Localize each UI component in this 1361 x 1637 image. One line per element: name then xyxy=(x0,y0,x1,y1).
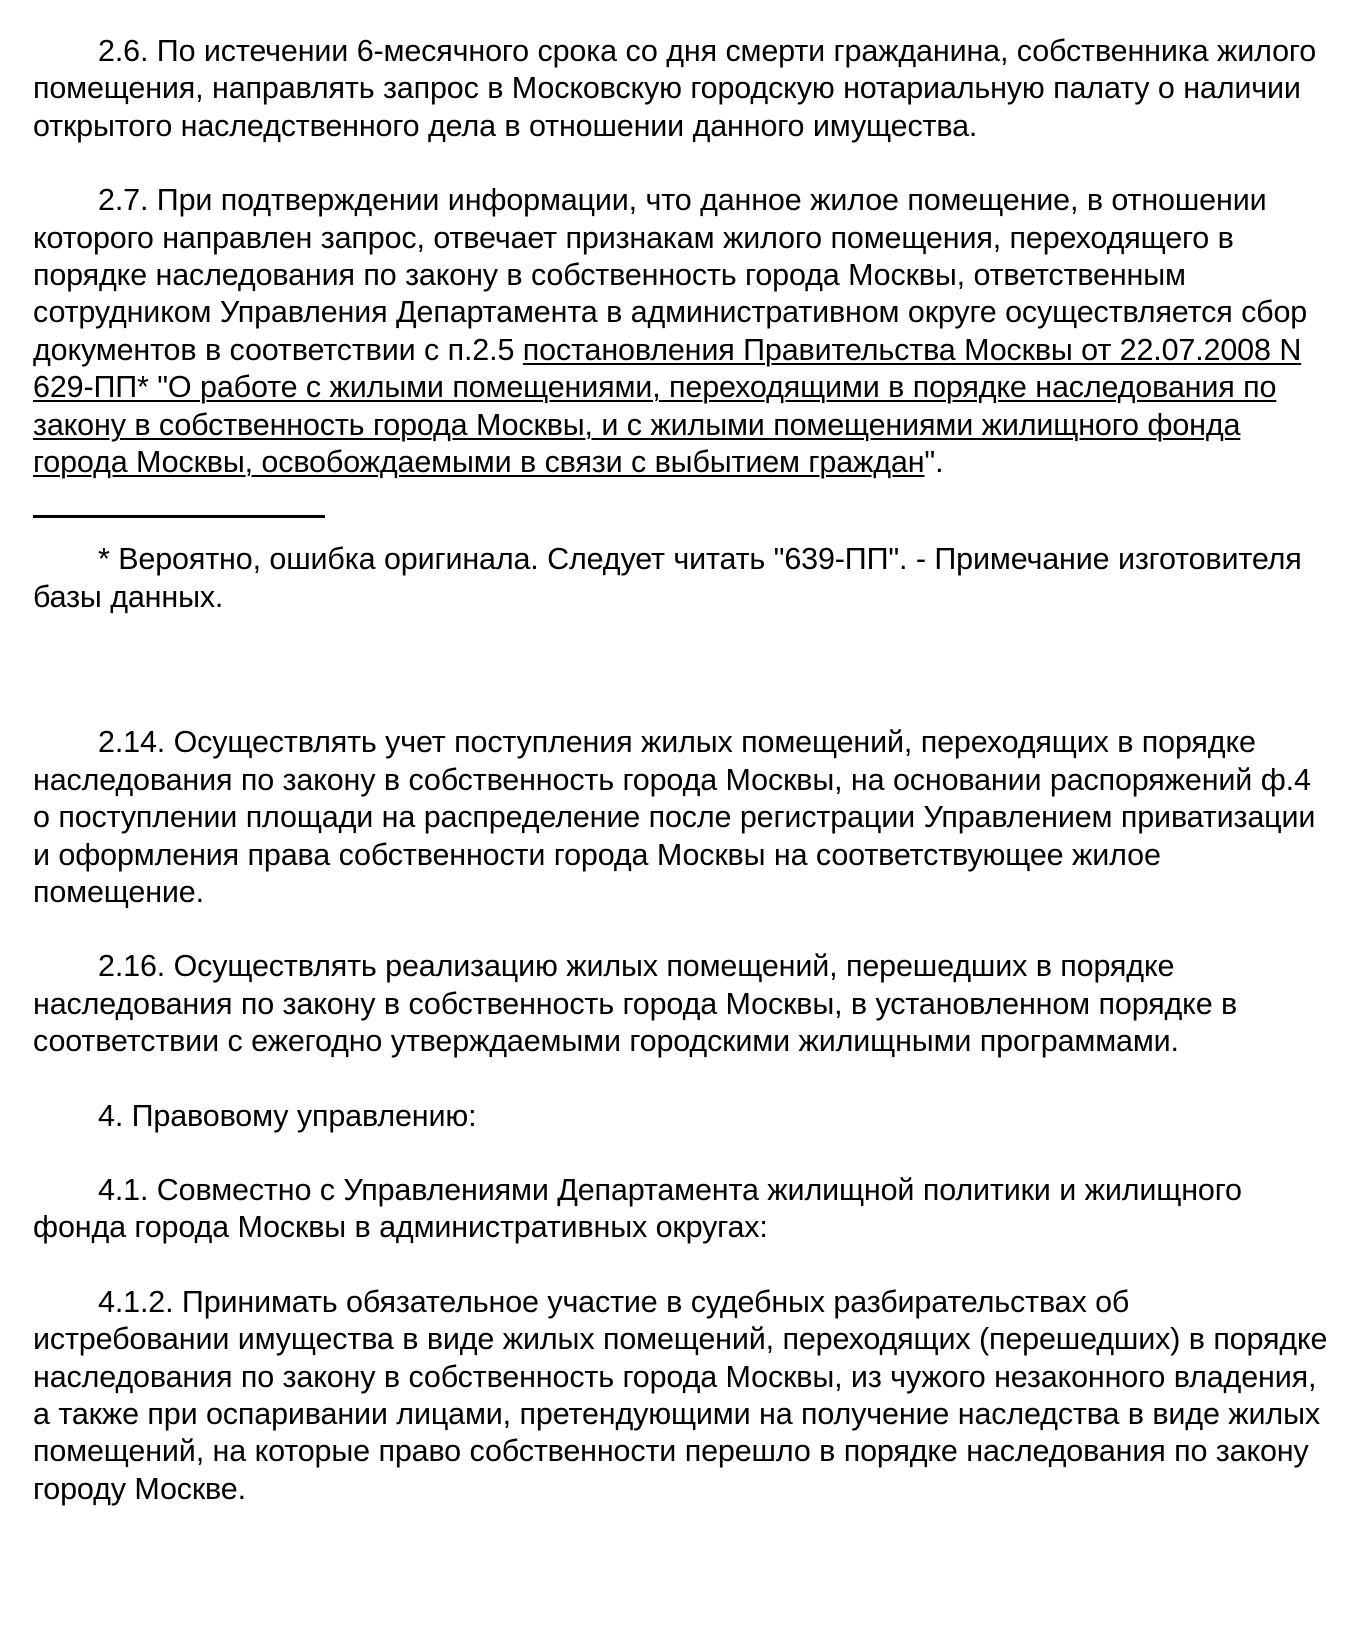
legal-act-reference-link[interactable]: постановления Правительства Москвы от 22.07.2008 N 629-ПП* "О работе с жилыми помещениями, переходящими в порядке наследования по закону в собственность города Москвы, и с жилыми помещениями жилищного фонда города Москвы, освобождаемыми в связи с выбытием граждан xyxy=(33,332,1302,480)
section-spacer-large xyxy=(33,616,1328,724)
paragraph-2-14: 2.14. Осуществлять учет поступления жилых помещений, переходящих в порядке наследования по закону в собственность города Москвы, на основании распоряжений ф.4 о поступлении площади на распределение после регистрации Управлением приватизации и оформления права собственности города Москвы на соответствующее жилое помещение. xyxy=(33,725,1316,909)
paragraph-spacer xyxy=(33,1061,1328,1098)
paragraph-2-6: 2.6. По истечении 6-месячного срока со дня смерти гражданина, собственника жилого помещения, направлять запрос в Московскую городскую нотариальную палату о наличии открытого наследственного дела в отношении данного имущества. xyxy=(33,34,1317,143)
paragraph-2-16: 2.16. Осуществлять реализацию жилых помещений, перешедших в порядке наследования по закону в собственность города Москвы, в установленном порядке в соответствии с ежегодно утверждаемыми городскими жилищными программами. xyxy=(33,949,1238,1059)
paragraph-2-7 xyxy=(33,182,1328,481)
paragraph-4-1-2: 4.1.2. Принимать обязательное участие в судебных разбирательствах об истребовании имущества в виде жилых помещений, переходящих (перешедших) в порядке наследования по закону в собственность города Москвы, из чужого незаконного владения, а также при оспаривании лицами, претендующими на получение наследства в виде жилых помещений, на которые право собственности перешло в порядке наследования по закону городу Москве. xyxy=(33,1284,1328,1506)
paragraph-2-7-tail-text: ". xyxy=(924,445,944,480)
paragraph-spacer xyxy=(33,145,1328,182)
paragraph-spacer xyxy=(33,911,1328,948)
paragraph-4-heading: 4. Правовому управлению: xyxy=(98,1098,477,1133)
paragraph-spacer xyxy=(33,1247,1328,1284)
footnote-separator xyxy=(33,515,1328,541)
paragraph-4-1: 4.1. Совместно с Управлениями Департамента жилищной политики и жилищного фонда города Москвы в административных округах: xyxy=(33,1172,1242,1245)
document-text-body xyxy=(33,33,1328,1508)
paragraph-2-7-lead-text: 2.7. При подтверждении информации, что данное жилое помещение, в отношении которого направлен запрос, отвечает признакам жилого помещения, переходящего в порядке наследования по закону в собственность города Москвы, ответственным сотрудником Управления Департамента в административном округе осуществляется сбор документов в соответствии с п.2.5 xyxy=(33,183,1308,367)
footnote-text: * Вероятно, ошибка оригинала. Следует читать "639-ПП". - Примечание изготовителя базы данных. xyxy=(33,542,1302,614)
paragraph-spacer xyxy=(33,1135,1328,1172)
footnote-spacer xyxy=(33,481,1328,501)
footnote-divider-line xyxy=(33,515,325,518)
